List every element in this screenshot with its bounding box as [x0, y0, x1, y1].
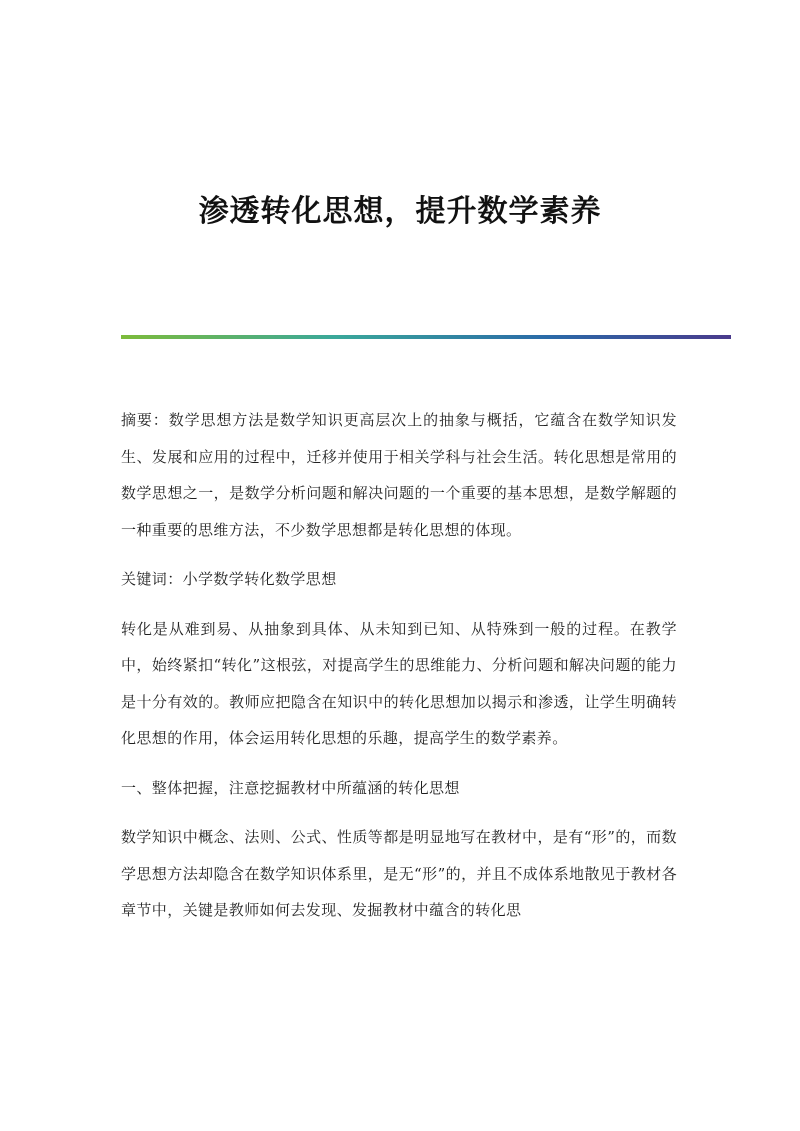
- keywords-paragraph: 关键词：小学数学转化数学思想: [121, 570, 337, 588]
- body-paragraph: 数学知识中概念、法则、公式、性质等都是明显地写在教材中，是有“形”的，而数学思想方法却隐含在数学知识体系里，是无“形”的，并且不成体系地散见于教材各章节中，关键是教师如何去发现、发掘教材中蕴含的转化思: [121, 828, 677, 919]
- section-heading: 一、整体把握，注意挖掘教材中所蕴涵的转化思想: [121, 778, 460, 797]
- title-divider: [121, 335, 731, 339]
- intro-paragraph: 转化是从难到易、从抽象到具体、从未知到已知、从特殊到一般的过程。在教学中，始终紧扣“转化”这根弦，对提高学生的思维能力、分析问题和解决问题的能力是十分有效的。教师应把隐含在知识中的转化思想加以揭示和渗透，让学生明确转化思想的作用，体会运用转化思想的乐趣，提高学生的数学素养。: [121, 619, 677, 747]
- abstract-paragraph: 摘要：数学思想方法是数学知识更高层次上的抽象与概括，它蕴含在数学知识发生、发展和应用的过程中，迁移并使用于相关学科与社会生活。转化思想是常用的数学思想之一，是数学分析问题和解决问题的一个重要的基本思想，是数学解题的一种重要的思维方法，不少数学思想都是转化思想的体现。: [121, 411, 677, 539]
- page-title: 渗透转化思想，提升数学素养: [198, 194, 602, 229]
- document-body: [121, 402, 677, 942]
